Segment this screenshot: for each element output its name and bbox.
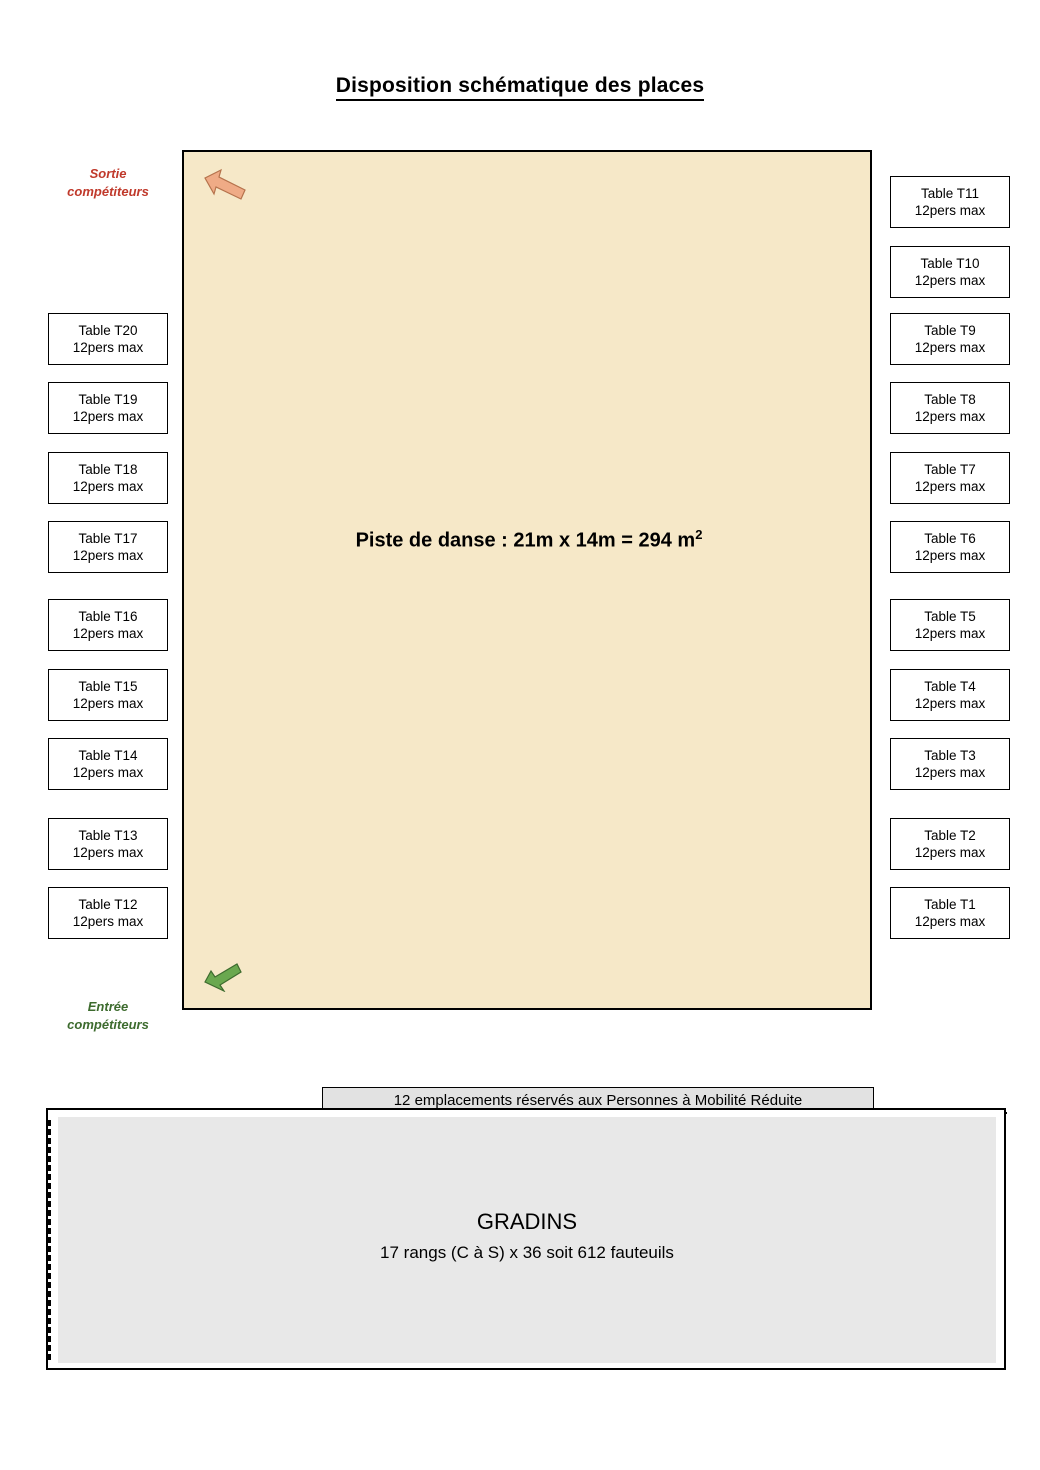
table-T17[interactable] [48, 521, 168, 573]
table-capacity: 12pers max [914, 765, 986, 780]
exit-label [28, 165, 188, 200]
table-T7[interactable] [890, 452, 1010, 504]
table-T12[interactable] [48, 887, 168, 939]
table-capacity: 12pers max [72, 409, 144, 424]
table-name: Table T7 [924, 461, 976, 477]
table-name: Table T6 [924, 530, 976, 546]
table-capacity: 12pers max [72, 548, 144, 563]
table-T9[interactable] [890, 313, 1010, 365]
table-name: Table T18 [78, 461, 138, 477]
table-name: Table T4 [924, 678, 976, 694]
table-name: Table T3 [924, 747, 976, 763]
table-capacity: 12pers max [914, 845, 986, 860]
table-capacity: 12pers max [72, 765, 144, 780]
table-T11[interactable] [890, 176, 1010, 228]
table-capacity: 12pers max [914, 548, 986, 563]
table-name: Table T8 [924, 391, 976, 407]
table-name: Table T14 [78, 747, 138, 763]
entry-label-line2: compétiteurs [67, 1016, 149, 1032]
table-name: Table T19 [78, 391, 138, 407]
table-capacity: 12pers max [914, 203, 986, 218]
dance-floor-area [182, 150, 872, 1010]
table-name: Table T1 [924, 896, 976, 912]
table-name: Table T13 [78, 827, 138, 843]
table-name: Table T20 [78, 322, 138, 338]
dance-floor-label [184, 527, 874, 553]
table-capacity: 12pers max [914, 696, 986, 711]
table-capacity: 12pers max [914, 273, 986, 288]
table-name: Table T12 [78, 896, 138, 912]
table-T8[interactable] [890, 382, 1010, 434]
table-T6[interactable] [890, 521, 1010, 573]
gradins-title: GRADINS [476, 1209, 578, 1234]
dance-floor-label-text: Piste de danse : 21m x 14m = 294 m [355, 529, 696, 552]
entry-arrow-icon [203, 958, 247, 992]
exit-label-line2: compétiteurs [67, 183, 149, 199]
exit-arrow-icon [203, 168, 247, 202]
table-capacity: 12pers max [914, 340, 986, 355]
table-name: Table T9 [924, 322, 976, 338]
table-T5[interactable] [890, 599, 1010, 651]
table-capacity: 12pers max [72, 845, 144, 860]
table-T1[interactable] [890, 887, 1010, 939]
table-T16[interactable] [48, 599, 168, 651]
table-capacity: 12pers max [72, 696, 144, 711]
table-T14[interactable] [48, 738, 168, 790]
table-capacity: 12pers max [72, 626, 144, 641]
table-T19[interactable] [48, 382, 168, 434]
table-T10[interactable] [890, 246, 1010, 298]
table-capacity: 12pers max [914, 409, 986, 424]
table-name: Table T16 [78, 608, 138, 624]
table-name: Table T11 [920, 185, 980, 201]
table-name: Table T2 [924, 827, 976, 843]
page-title [0, 74, 1040, 98]
table-T2[interactable] [890, 818, 1010, 870]
table-capacity: 12pers max [914, 479, 986, 494]
gradins-area [46, 1108, 1006, 1370]
table-name: Table T10 [920, 255, 980, 271]
page-title-text: Disposition schématique des places [336, 74, 705, 101]
table-T3[interactable] [890, 738, 1010, 790]
entry-label [28, 998, 188, 1033]
table-T18[interactable] [48, 452, 168, 504]
table-name: Table T5 [924, 608, 976, 624]
gradins-inner [58, 1117, 996, 1363]
table-T13[interactable] [48, 818, 168, 870]
entry-label-line1: Entrée [87, 999, 129, 1014]
table-capacity: 12pers max [914, 626, 986, 641]
table-T15[interactable] [48, 669, 168, 721]
table-T20[interactable] [48, 313, 168, 365]
table-capacity: 12pers max [72, 479, 144, 494]
gradins-text [58, 1209, 996, 1263]
table-capacity: 12pers max [72, 914, 144, 929]
table-capacity: 12pers max [72, 340, 144, 355]
dance-floor-label-exponent: 2 [695, 527, 703, 542]
gradins-left-dashed-edge [48, 1120, 51, 1360]
table-capacity: 12pers max [914, 914, 986, 929]
pmr-label: 12 emplacements réservés aux Personnes à Mobilité Réduite [393, 1091, 803, 1109]
gradins-subtitle: 17 rangs (C à S) x 36 soit 612 fauteuils [380, 1243, 674, 1262]
table-name: Table T17 [78, 530, 138, 546]
exit-label-line1: Sortie [89, 166, 127, 181]
table-name: Table T15 [78, 678, 138, 694]
table-T4[interactable] [890, 669, 1010, 721]
